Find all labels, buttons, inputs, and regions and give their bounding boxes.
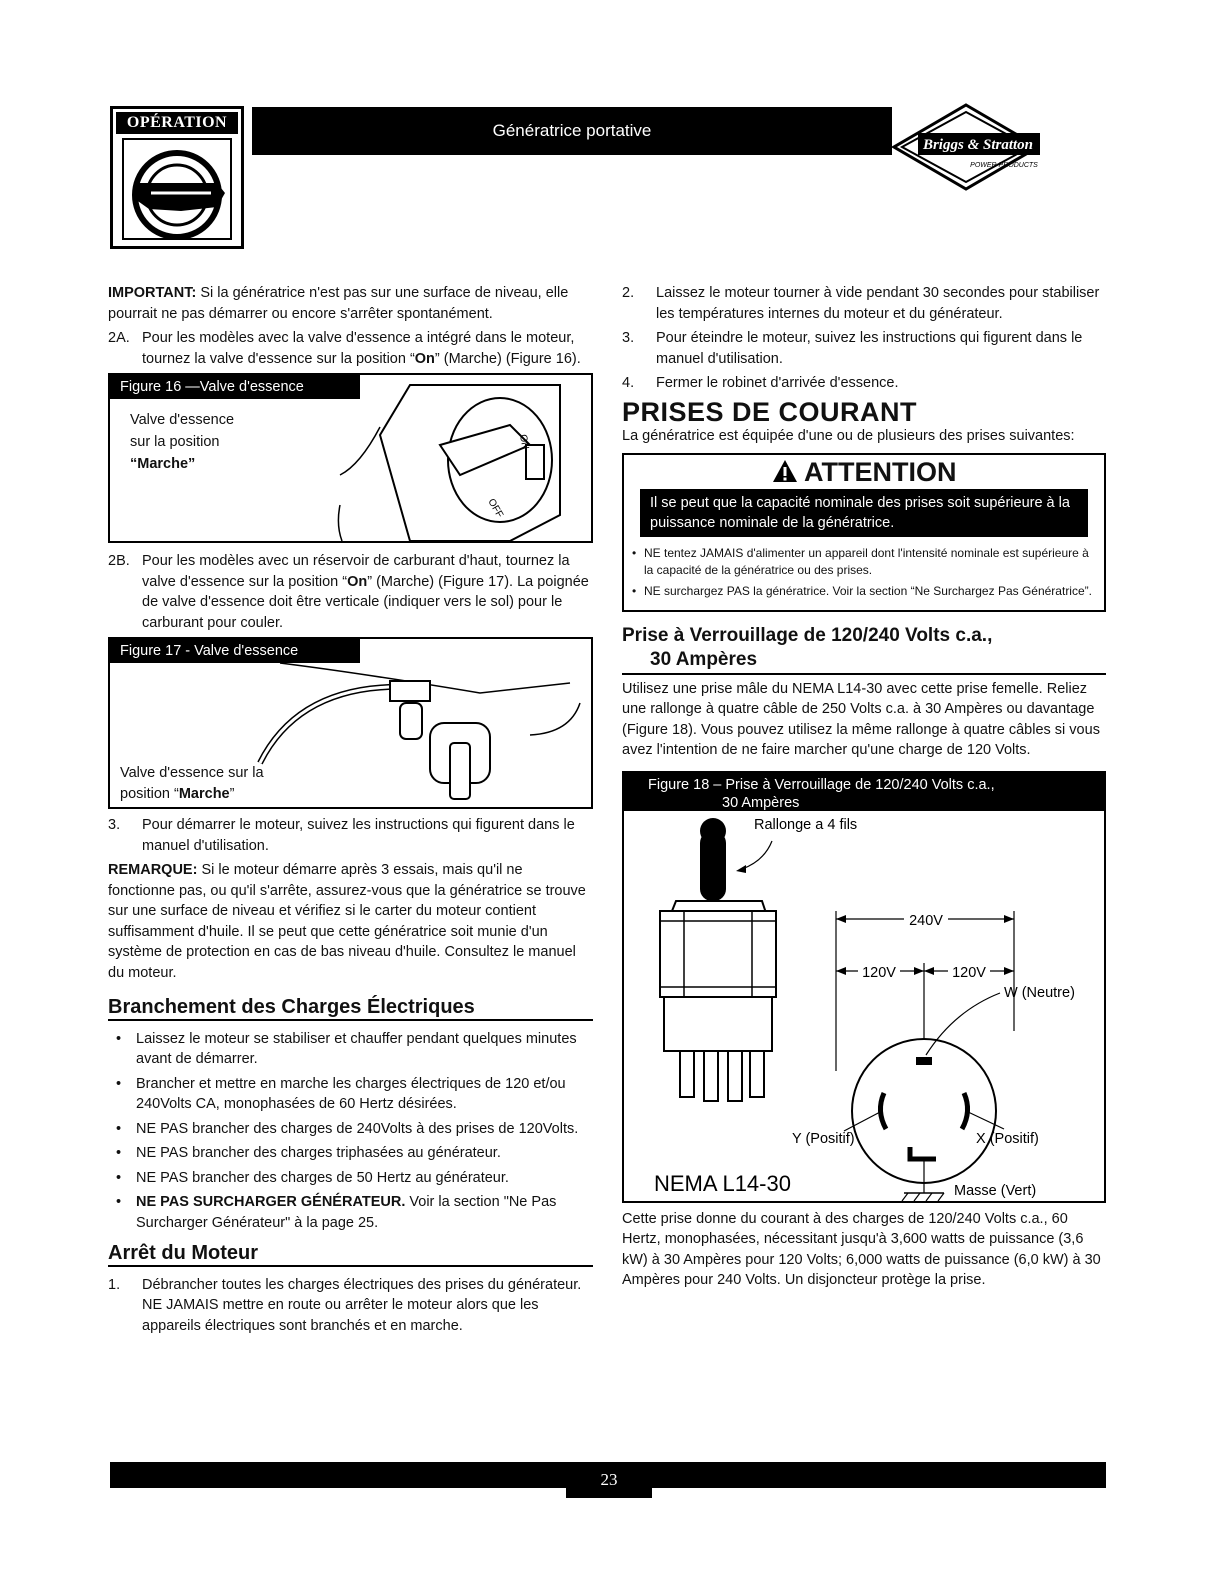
svg-text:OFF: OFF xyxy=(485,497,505,520)
arret-heading: Arrêt du Moteur xyxy=(108,1243,593,1267)
step-4-right: 4. Fermer le robinet d'arrivée d'essence. xyxy=(622,375,899,391)
list-item: • Laissez le moteur se stabiliser et chauffer pendant quelques minutes avant de démarrer. xyxy=(108,1029,593,1070)
neutral-slot xyxy=(916,1057,932,1065)
figure-18 xyxy=(622,771,1106,1203)
page-number: 23 xyxy=(566,1462,652,1498)
figure-16-caption: Valve d'essence sur la position “Marche” xyxy=(130,412,235,472)
label-y-positif: Y (Positif) xyxy=(792,1130,855,1147)
label-masse: Masse (Vert) xyxy=(954,1182,1037,1199)
hand-on-dial-icon xyxy=(121,137,233,241)
page-header-title: Génératrice portative xyxy=(252,107,892,155)
fuel-tank-valve-illustration xyxy=(240,663,590,807)
brand-name: Briggs & Stratton xyxy=(922,137,1034,153)
label-nema: NEMA L14-30 xyxy=(654,1170,791,1196)
step-2b: 2B. Pour les modèles avec un réservoir de carburant d'haut, tournez la valve d'essence sur la position “On” (Marche) (Figure 17). La poignée de valve d'essence doit être verticale (indiquer vers le sol) pour le carburant pour couler. xyxy=(108,553,589,631)
nema-l14-30-diagram xyxy=(624,811,1104,1201)
label-120v-right: 120V xyxy=(952,964,986,981)
step-3-right: 3. Pour éteindre le moteur, suivez les instructions qui figurent dans le manuel d'utilisation. xyxy=(622,330,1083,367)
lock-heading: Prise à Verrouillage de 120/240 Volts c.a., 30 Ampères xyxy=(622,624,1106,675)
list-item: • NE PAS brancher des charges triphasées au générateur. xyxy=(108,1143,593,1164)
branchement-heading: Branchement des Charges Électriques xyxy=(108,997,593,1021)
list-item: • NE PAS SURCHARGER GÉNÉRATEUR. Voir la section "Ne Pas Surcharger Générateur" à la page 25. xyxy=(108,1192,593,1233)
attention-title-row xyxy=(624,455,1104,489)
step-3-left: 3. Pour démarrer le moteur, suivez les instructions qui figurent dans le manuel d'utilisation. xyxy=(108,817,575,854)
list-item: • Brancher et mettre en marche les charges électriques de 120 et/ou 240Volts CA, monophasées de 60 Hertz désirées. xyxy=(108,1074,593,1115)
label-240v: 240V xyxy=(909,912,943,929)
closing-text: Cette prise donne du courant à des charges de 120/240 Volts c.a., 60 Hertz, monophasées, nécessitant jusqu'à 3,600 watts de puissance (3,6 kW) à 30 Ampères pour 120 Volts; 6,000 watts de puissance (6,0 kW) à 30 Ampères pour 240 Volts. Un disjoncteur protège la prise. xyxy=(622,1210,1101,1288)
svg-text:ON: ON xyxy=(517,433,531,451)
attention-box xyxy=(622,453,1106,612)
label-120v-left: 120V xyxy=(862,964,896,981)
figure-17-title: Figure 17 - Valve d'essence xyxy=(110,639,360,663)
left-column xyxy=(108,283,593,1336)
figure-16-title: Figure 16 —Valve d'essence xyxy=(110,375,360,399)
warning-icon xyxy=(772,459,798,483)
prises-heading: PRISES DE COURANT xyxy=(622,396,918,427)
figure-17-caption: Valve d'essence sur la position “Marche” xyxy=(120,765,264,802)
branchement-list xyxy=(108,1029,593,1234)
step-2a: 2A. Pour les modèles avec la valve d'essence a intégré dans le moteur, tournez la valve d'essence sur la position “On” (Marche) (Figure 16). xyxy=(108,330,581,367)
fuel-valve-illustration xyxy=(230,375,592,541)
attention-banner: Il se peut que la capacité nominale des prises soit supérieure à la puissance nominale de la génératrice. xyxy=(640,489,1088,537)
brand-sub: POWER PRODUCTS xyxy=(970,162,1038,169)
list-item: • NE PAS brancher des charges de 50 Hertz au générateur. xyxy=(108,1168,593,1189)
important-note: IMPORTANT: Si la génératrice n'est pas sur une surface de niveau, elle pourrait ne pas démarrer ou encore s'arrêter spontanément. xyxy=(108,285,569,322)
figure-18-title: Figure 18 – Prise à Verrouillage de 120/240 Volts c.a., 30 Ampères xyxy=(624,773,1104,811)
list-item: • NE tentez JAMAIS d'alimenter un appareil dont l'intensité nominale est supérieure à la capacité de la génératrice ou des prises. xyxy=(624,545,1096,579)
briggs-stratton-logo xyxy=(892,103,1040,191)
attention-title: ATTENTION xyxy=(804,456,957,487)
label-rallonge: Rallonge a 4 fils xyxy=(754,816,858,833)
prises-intro: La génératrice est équipée d'une ou de plusieurs des prises suivantes: xyxy=(622,428,1075,444)
step-2-right: 2. Laissez le moteur tourner à vide pendant 30 secondes pour stabiliser les températures internes du moteur et du générateur. xyxy=(622,285,1100,322)
figure-17 xyxy=(108,637,593,809)
label-x-positif: X (Positif) xyxy=(976,1130,1039,1147)
attention-list xyxy=(624,545,1104,600)
list-item: • NE PAS brancher des charges de 240Volts à des prises de 120Volts. xyxy=(108,1119,593,1140)
remarque-note: REMARQUE: Si le moteur démarre après 3 essais, mais qu'il ne fonctionne pas, ou qu'il s'arrête, assurez-vous que la génératrice se trouve sur une surface de niveau et vérifiez si le carter du moteur contient suffisamment d'huile. Il se peut que cette génératrice soit munie d'un système de protection en cas de bas niveau d'huile. Consultez le manuel du moteur. xyxy=(108,862,586,981)
figure-16 xyxy=(108,373,593,543)
lock-text: Utilisez une prise mâle du NEMA L14-30 avec cette prise femelle. Reliez une rallonge à quatre câble de 250 Volts c.a. à 30 Ampères ou davantage (Figure 18). Vous pouvez utilisez la même rallonge à quatre câbles si vous avez l'intention de ne faire marcher qu'une charge de 120 Volts. xyxy=(622,680,1100,758)
stop-step-1: 1. Débrancher toutes les charges électriques des prises du générateur. NE JAMAIS mettre en route ou arrêter le moteur alors que les appareils électriques sont branchés et en marche. xyxy=(108,1276,582,1334)
label-w-neutre: W (Neutre) xyxy=(1004,984,1075,1001)
right-column xyxy=(622,283,1106,1291)
list-item: • NE surchargez PAS la génératrice. Voir la section “Ne Surchargez Pas Génératrice”. xyxy=(624,583,1096,600)
section-label: OPÉRATION xyxy=(116,112,238,134)
